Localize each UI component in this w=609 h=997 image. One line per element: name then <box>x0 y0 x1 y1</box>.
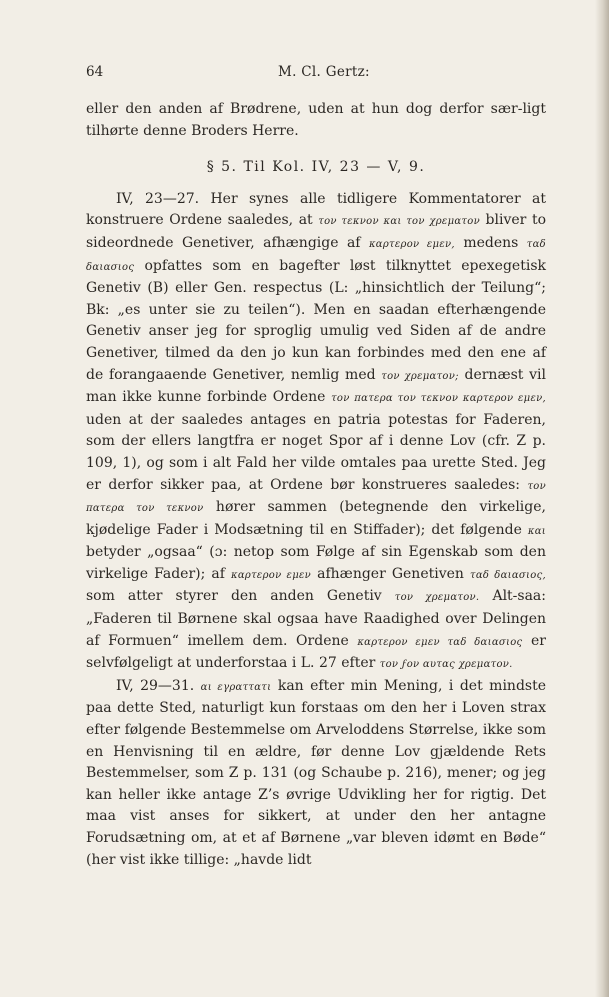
text-run: Alt-saa: „Faderen til Børnene skal ogsaa have Raadighed over Delingen af Formuen“ imellem dem. Ordene <box>86 588 546 649</box>
greek-quote: τον πατερα τον τεκνον καρτερον εμεν, <box>331 393 546 405</box>
greek-quote: τον χρεματον. <box>394 592 480 604</box>
body-text <box>86 99 546 871</box>
running-title: M. Cl. Gertz: <box>278 64 370 80</box>
greek-quote: ταδ δαιασιος, <box>469 569 546 581</box>
text-run: dernæst vil man ikke kunne forbinde Ordene <box>86 366 546 406</box>
text-run: som atter styrer den anden Genetiv <box>86 588 395 605</box>
text-run: kan efter min Mening, i det mindste paa dette Sted, naturligt kun forstaas om den her i Loven strax efter følgende Bestemmelse om Arveloddens Størrelse, ikke som en Henvisning til en ældre, før denne Lov gjældende Rets Bestemmelser, som Z p. 131 (og Schaube p. 216), mener; og jeg kan heller ikke antage Z’s øvrige Udvikling her for rigtig. Det maa vist anses for sikkert, at under den her antagne Forudsætning om, at et af Børnene „var bleven idømt en Bøde“ (her vist ikke tillige: „havde lidt <box>86 677 547 868</box>
greek-quote: και <box>527 525 546 537</box>
running-header <box>86 64 546 82</box>
page-number: 64 <box>86 64 104 80</box>
greek-quote: ταδ δαιασιος <box>86 238 546 273</box>
greek-quote: καρτερον εμεν ταδ δαιασιος <box>357 636 523 648</box>
text-run: hører sammen (betegnende den virkelige, kjødelige Fader i Modsætning til en Stiffader); det følgende <box>86 499 546 538</box>
greek-quote: τον τεκνον και τον χρεματον <box>318 216 480 228</box>
greek-quote: τον χρεματον; <box>381 370 459 382</box>
greek-quote: καρτερον εμεν <box>230 569 312 581</box>
greek-quote: αι εγραττατι <box>200 681 272 693</box>
text-run: er selvfølgeligt at underforstaa i L. 27 efter <box>86 632 546 672</box>
text-run: betyder „ogsaa“ (ɔ: netop som Følge af sin Egenskab som den virkelige Fader); af <box>86 544 546 582</box>
greek-quote: τον πατερα τον τεκνον <box>86 480 546 515</box>
text-run: medens <box>454 234 527 251</box>
page-edge <box>595 0 609 997</box>
paragraph-2 <box>86 189 546 676</box>
paragraph-1: eller den anden af Brødrene, uden at hun dog derfor sær-ligt tilhørte denne Broders Herre. <box>86 101 546 139</box>
text-run: IV, 29—31. <box>116 677 201 694</box>
text-run: afhænger Genetiven <box>311 565 470 582</box>
text-run: uden at der saaledes antages en patria potestas for Faderen, som der ellers langtfra er noget Spor af i denne Lov (cfr. Z p. 109, 1), og som i alt Fald her vilde omtales paa urette Sted. Jeg er derfor sikker paa, at Ordene bør konstrueres saaledes: <box>86 411 546 493</box>
section-heading: § 5. Til Kol. IV, 23 — V, 9. <box>206 159 426 176</box>
text-run: opfattes som en bagefter løst tilknyttet epexegetisk Genetiv (B) eller Gen. respectus (L: „hinsichtlich der Teilung“; Bk: „es unter sie zu teilen“). Men en saadan efterhængende Genetiv anser jeg for sproglig umulig ved Siden af de andre Genetiver, tilmed da den jo kun kan forbindes med den ene af de forangaaende Genetiver, nemlig med <box>86 257 546 383</box>
greek-quote: καρτερον εμεν, <box>368 238 455 250</box>
greek-quote: τον ϝον αυτας χρεματον. <box>379 659 513 671</box>
text-run: bliver to sideordnede Genetiver, afhængige af <box>86 212 546 251</box>
text-run: IV, 23—27. Her synes alle tidligere Kommentatorer at konstruere Ordene saaledes, at <box>86 190 546 229</box>
paragraph-3 <box>86 676 546 871</box>
